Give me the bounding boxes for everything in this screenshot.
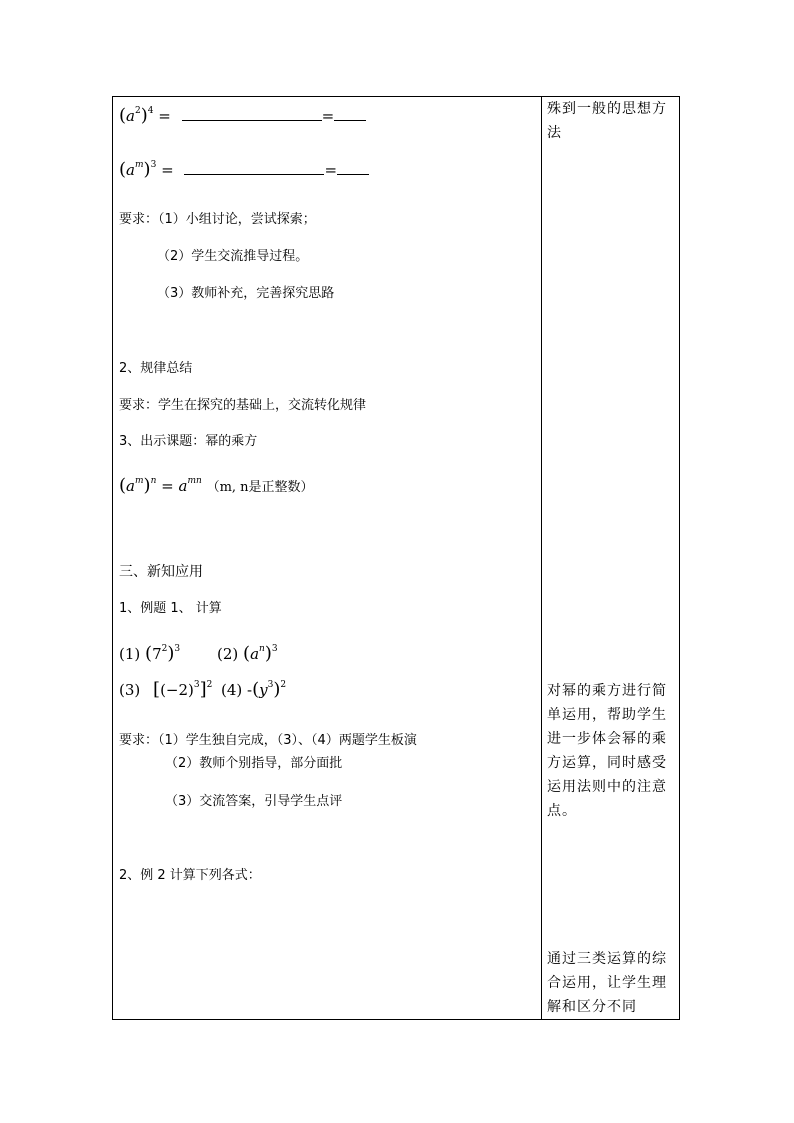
answer-blank[interactable] [337,162,369,175]
teaching-note-3: 通过三类运算的综合运用，让学生理解和区分不同 [547,951,667,1015]
problem-3: (3) $[(-2)^3]^2$ [119,679,213,700]
formula-a2-4: $(a^2)^4$ = = [119,105,366,126]
answer-blank[interactable] [182,108,322,121]
formula-am-3: $(a^m)^3$ = = [119,159,369,180]
problem-1: (1) $(7^2)^3$ [119,643,181,664]
requirement-2-item-2: （2）教师个别指导，部分面批 [165,756,343,771]
section-3-title: 3、出示课题：幂的乘方 [119,434,258,449]
answer-blank[interactable] [184,162,324,175]
requirement-2: 要求：（1）学生独自完成，（3）、（4）两题学生板演 [119,733,417,748]
column-divider [541,97,542,1019]
requirement-1-item-3: （3）教师补充，完善探究思路 [157,286,335,301]
example-1-title: 1、例题 1、 计算 [119,601,222,616]
teaching-note-2: 对幂的乘方进行简单运用，帮助学生进一步体会幂的乘方运算，同时感受运用法则中的注意点。 [547,683,667,819]
requirement-2-item-3: （3）交流答案，引导学生点评 [165,794,343,809]
example-2-title: 2、例 2 计算下列各式： [119,868,261,883]
requirement-1-item-2: （2）学生交流推导过程。 [157,249,309,264]
problem-4: (4) $-(y^3)^2$ [221,679,287,700]
answer-blank[interactable] [334,108,366,121]
part-3-title: 三、新知应用 [119,564,203,580]
power-rule-formula: $(a^m)^n = a^{mn}$ （m, n是正整数） [119,475,314,496]
problem-2: (2) $(a^n)^3$ [217,643,278,664]
lesson-plan-table [112,96,680,1020]
section-2-title: 2、规律总结 [119,361,193,376]
requirement-1: 要求：（1）小组讨论，尝试探索； [119,212,316,227]
section-2-requirement: 要求：学生在探究的基础上，交流转化规律 [119,398,367,413]
teaching-note-1: 殊到一般的思想方法 [547,101,667,141]
